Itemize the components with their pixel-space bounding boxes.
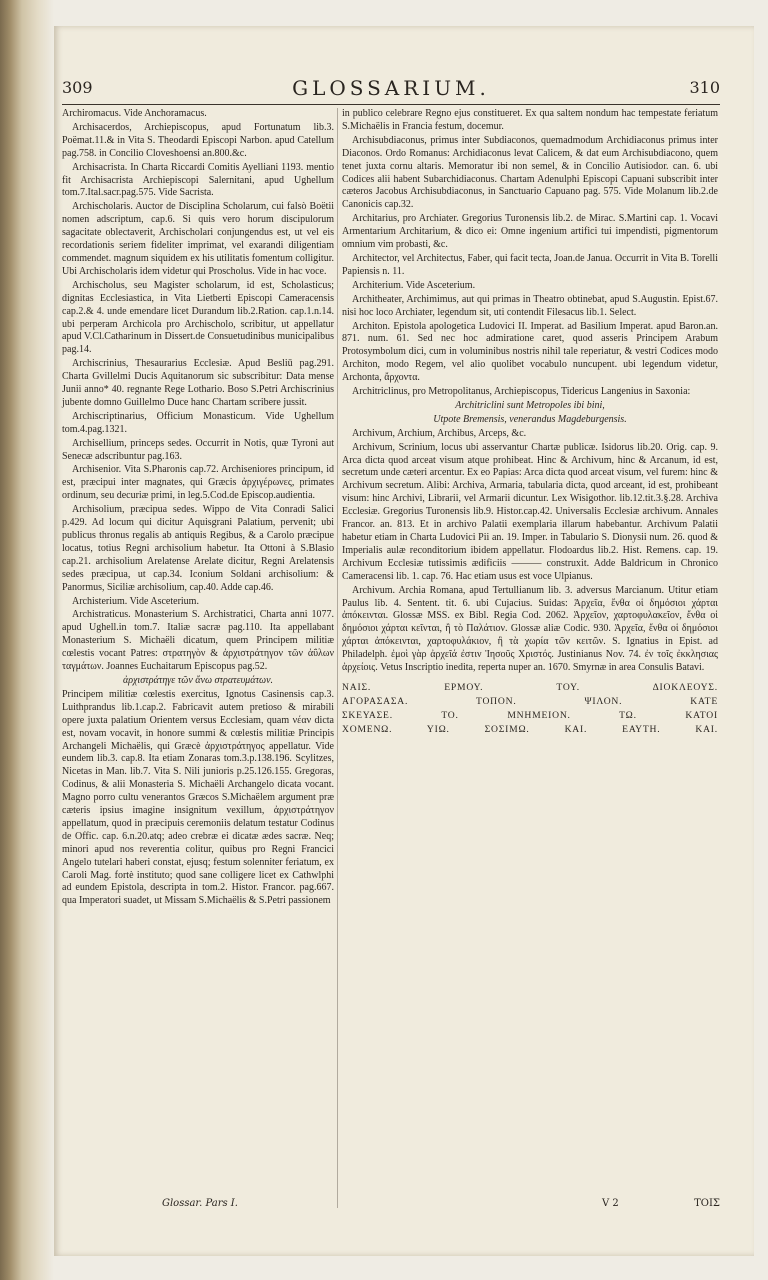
- running-header: [62, 76, 720, 104]
- entry: Principem militiæ cœlestis exercitus, Ignotus Casinensis cap.3. Luithprandus lib.1.cap.2. Fabricavit autem pretioso & mirabili opere juxta palatium Orientem versus Ecclesiam, quam νέαν dicta est, novam vocavit, in honore summi & cœlestis militiæ Principis Archangeli Michaëlis, qui Græcè ἀρχιστράτηγος appellatur. Vide eundem lib.3. cap.8. Ita etiam Zonaras tom.3.p.138.196. Scylitzes, Nicetas in Man. lib.7. Vita S. Nili junioris p.25.126.155. Gregoras, Codinus, & alii Monasteria S. Michaëli Archangelo dicata vocant. Magno porro cultu venerantos Græcos S.Michaëlem argument præ cæteris ipsius imagine insignitum vexillum, ἀρχιστράτηγον appellatum, quod in præcipuis ceremoniis delatum testatur Codinus de Offic. cap. 6.n.20.atq; adeo crebræ ei dicatæ ædes sacræ. Neq; minori apud nos reverentia colitur, quibus pro Regni Francici Angelo tutelari haberi constat, ejusq; festum solenniter feriatum, ex Caroli Mag. fortè instituto; quod sane colligere licet ex Cathwlphi ad eundem Epistola, descripta in tom.2. Histor. Francor. pag.667. qua Imperatori suadet, ut Missam S.Michaëlis & S.Petri passionem: [62, 688, 334, 907]
- entry: Archistraticus. Monasterium S. Archistratici, Charta anni 1077. apud Ughell.in tom.7. Italiæ sacræ pag.110. Ita appellabant Monasterium S. Michaëli dicatum, quem Principem militiæ cœlestis vocant Patres: στρατηγὸν & ἀρχιστράτηγον τῶν ἀΰλων ταγμάτων. Joannes Euchaitarum Episcopus pag.52.: [62, 609, 334, 673]
- verse-line: Architriclini sunt Metropoles ibi bini,: [455, 399, 605, 411]
- entry: Archischolus, seu Magister scholarum, id est, Scholasticus; dignitas Ecclesiastica, in Vita Lietberti Episcopi Cameracensis cap.2.& 4. unde emendare licet Durandum lib.2.Ration. cap.1.n.14. ubi perperam Archicola pro Archischolo, scribitur, ut appellatur apud V.Cl.Catharinum in Dissert.de Consuetudinibus municipalibus pag.14.: [62, 279, 334, 356]
- entry: Archiromacus. Vide Anchoramacus.: [62, 108, 207, 119]
- entry: Architector, vel Architectus, Faber, qui facit tecta, Joan.de Janua. Occurrit in Vita B. Torelli Papiensis n. 11.: [342, 252, 718, 277]
- inscription-line: ΝΑΙΣ. ΕΡΜΟΥ. ΤΟΥ. ΔΙΟΚΛΕΟΥΣ.: [342, 681, 718, 693]
- book-gutter: [0, 0, 54, 1280]
- signature-title: Glossar. Pars I.: [162, 1198, 238, 1209]
- entry: in publico celebrare Regno ejus constitueret. Ex qua saltem nondum hac tempestate feriatum S.Michaëlis in Francia festum, docemur.: [342, 108, 718, 132]
- header-rule: [62, 104, 720, 105]
- entry: Architarius, pro Archiater. Gregorius Turonensis lib.2. de Mirac. S.Martini cap. 1. Vocavi Armentarium Architarium, & dico ei: Omne ingenium artifici tui impendisti, pigmentorum omnium vim probasti, &c.: [342, 213, 718, 251]
- entry: Archivum. Archia Romana, apud Tertullianum lib. 3. adversus Marcianum. Utitur etiam Paulus lib. 4. Sentent. tit. 6. ubi Cujacius. Suidas: Ἀρχεῖα, ἔνθα οἱ δημόσιοι χάρται ἀπόκεινται. Glossæ MSS. ex Bibl. Regia Cod. 2062. Ἀρχεῖον, χαρτοφυλακεῖον, ἔνθα οἱ δημόσιοι χάρται κεῖνται, ἢ τὸ Παλάτιον. Glossæ aliæ Codic. 930. Ἀρχεῖα, ἔνθα οἱ δημόσιοι χάρται ἀπόκεινται, χαρτοφυλάκιον, ἢ τὰ χωρία τῶν κειτῶν. S. Ignatius in Epist. ad Philadelph. ἐμοὶ γὰρ ἀρχεῖά ἐστιν Ἰησοῦς Χριστός. Justinianus Nov. 74. ἐν τοῖς ἐκκλησιας ἀρχείοις. Vetus Inscriptio inedita, reperta nuper an. 1670. Smyrnæ in area Consulis Batavi.: [342, 584, 718, 674]
- entry: Archisolium, præcipua sedes. Wippo de Vita Conradi Salici p.429. Ad locum qui dicitur Aquisgrani Palatium, pervenit; ubi publicus thronus regalis ab antiquis Regibus, & a Carolo præcipue locatus, totius Regni archisolium habetur. Ita Ottoni à S.Blasio cap.21. archisolium Arelatense Arelate dicitur, Regni Arelatensis sedes præcipua, ut cap.34. Iconium Soldani archisolium: & Panormus, Siciliæ archisolium, cap.40. Adde cap.46.: [62, 504, 334, 593]
- page-number-left: 309: [62, 78, 93, 97]
- entry: Architheater, Archimimus, aut qui primas in Theatro obtinebat, apud S.Augustin. Epist.67. nisi hoc loco Archiater, legendum sit, uti contendit Filesacus lib.1. Select.: [342, 293, 718, 318]
- inscription-line: ΣΚΕΥΑΣΕ. ΤΟ. ΜΝΗΜΕΙΟΝ. ΤΩ. ΚΑΤΟΙ: [342, 709, 718, 721]
- signature-mark: V 2: [602, 1198, 619, 1209]
- left-column: [62, 108, 334, 909]
- entry: Architriclinus, pro Metropolitanus, Archiepiscopus, Tidericus Langenius in Saxonia:: [352, 386, 691, 398]
- verse-line: Utpote Bremensis, venerandus Magdeburgensis.: [433, 413, 627, 425]
- entry: Archischolaris. Auctor de Disciplina Scholarum, cui falsò Boëtii nomen adscriptum, cap.6. Si quis vero horum discipulorum sagacitate oblectaverit, Archischolari conjungendus est, ut vel eis recordationis seriem fideliter imprimat, vel exarandi diligentiam commendet. magnum siquidem ex his utilitatis fomentum colligitur. Ubi Archischolaris idem videtur qui Proscholus. Vide in hac voce.: [62, 201, 334, 277]
- page-number-right: 310: [689, 78, 720, 97]
- entry: Architon. Epistola apologetica Ludovici II. Imperat. ad Basilium Imperat. apud Baron.an. 871. num. 61. Sed nec hoc admiratione caret, quod asseris Principem Arabum Protosymbolum dici, cum in voluminibus nostris nihil tale reperiatur, & vestri Codices modo Architon, modo Regem, vel alio quolibet vocabulo nuncupent. ubi legendum videtur, Archonta, ἄρχοντα.: [342, 320, 718, 384]
- entry: Archisacerdos, Archiepiscopus, apud Fortunatum lib.3. Poëmat.11.& in Vita S. Theodardi Episcopi Narbon. apud Catellum pag.758. in Concilio Cloveshoensi an.800.&c.: [62, 121, 334, 159]
- column-divider: [337, 108, 338, 1208]
- entry: Archisellium, princeps sedes. Occurrit in Notis, quæ Tyroni aut Senecæ adscribuntur pag.163.: [62, 437, 334, 462]
- entry: Archisubdiaconus, primus inter Subdiaconos, quemadmodum Archidiaconus primus inter Diaconos. Ordo Romanus: Archidiaconus levat Calicem, & dat eum Archisubdiacono, quem tenet juxta cornu altaris. Memoratur ibi non semel, & in Concilio Autisiodor. can. 6. ubi Codices alii habent Subarchidiaconus. Chartam Adenulphi Episcopi Capuani subscribit inter cæteros Jacobus Archisubdiaconus, in Sanctuario Capuano pag. 575. Vide Molanum lib.2.de Canonicis cap.32.: [342, 134, 718, 211]
- inscription-line: ΧΟΜΕΝΩ. ΥΙΩ. ΣΟΣΙΜΩ. ΚΑΙ. ΕΑΥΤΗ. ΚΑΙ.: [342, 723, 718, 735]
- entry: Archivum, Scrinium, locus ubi asservantur Chartæ publicæ. Isidorus lib.20. Orig. cap. 9. Arca dicta quod arceat visum atque prohibeat. Hinc & Archivum, hinc & Arcanum, id est, secretum unde cæteri arcentur. Ex eo Papias: Arca dicta quod arceat visum, vel furem: hinc & Archivum secretum. Alibi: Archiva, Armaria, tabularia dicta, quod arceant, id est, prohibeant visum: hinc Archivi, Librarii, vel Armarii dicuntur. Lex Wisigothor. lib.12.tit.3.§.28. Archiva Ecclesiæ. Gregorius Turonensis lib.9. Histor.cap.42. Universalis Ecclesiæ archivum. Annales Francor. an. 813. Et in archivo Palatii exemplaria illarum habebantur. Archivum Palatii habetur etiam in Charta Ludovici Pii an. 19. Imper. in Tabulario S. Dionysii num. 26. quod & Imperialis aulæ reconditorium ibidem appellatur. Flodoardus lib.2. Hist. Remens. cap. 19. Archivum Ecclesiæ tutissimis ædificiis ——— construxit. Adde Baldricum in Chronico Cameracensi lib. 1. cap. 76. Hac etiam usus est voce Ulpianus.: [342, 441, 718, 582]
- right-column: [342, 108, 718, 737]
- page-footer: [62, 1198, 720, 1212]
- catchword: ΤΟΙΣ: [694, 1198, 720, 1209]
- entry: Archisacrista. In Charta Riccardi Comitis Ayelliani 1193. mentio fit Archisacrista Archiepiscopi Salernitani, apud Ughellum tom.7.Ital.sacr.pag.575. Vide Sacrista.: [62, 161, 334, 199]
- entry: Archivum, Archium, Archibus, Arceps, &c.: [352, 427, 527, 439]
- entry: Architerium. Vide Asceterium.: [352, 279, 476, 291]
- entry: Archiscriptinarius, Officium Monasticum. Vide Ughellum tom.4.pag.1321.: [62, 410, 334, 435]
- greek-inscription: [342, 681, 718, 737]
- page-title: GLOSSARIUM.: [292, 76, 490, 100]
- entry: Archiscrinius, Thesaurarius Ecclesiæ. Apud Besliū pag.291. Charta Gvillelmi Ducis Aquitanorum sic subscribitur: Data mense Junii anno* 40. regnante Rege Lothario. Boso S.Petri Archiscrinius jubente domno Guillelmo Duce hanc Chartam scribere jussit.: [62, 358, 334, 408]
- inscription-line: ΑΓΟΡΑΣΑΣΑ. ΤΟΠΟΝ. ΨΙΛΟΝ. ΚΑΤΕ: [342, 695, 718, 707]
- entry: Archisterium. Vide Asceterium.: [72, 595, 199, 607]
- quotation: ἀρχιστράτηγε τῶν ἄνω στρατευμάτων.: [122, 674, 274, 686]
- entry: Archisenior. Vita S.Pharonis cap.72. Archiseniores principum, id est, præcipui inter magnates, qui Græcis ἀρχιγέρωνες, primates ordinum, seu decuriæ primi, in leg.5.Cod.de Episcop.audientia.: [62, 464, 334, 502]
